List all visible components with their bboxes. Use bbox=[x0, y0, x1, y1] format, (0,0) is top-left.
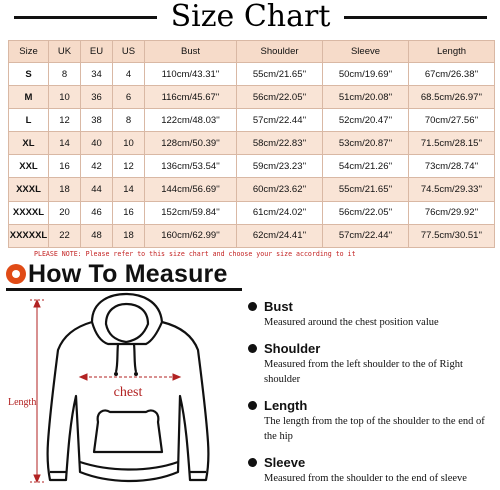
measure-desc: Measured from the left shoulder to the of Right shoulder bbox=[264, 359, 463, 385]
title-rule-right bbox=[344, 16, 487, 19]
eu-cell: 34 bbox=[81, 63, 113, 86]
eu-cell: 42 bbox=[81, 155, 113, 178]
table-row bbox=[9, 109, 495, 132]
uk-cell: 20 bbox=[49, 201, 81, 224]
us-cell: 16 bbox=[113, 201, 145, 224]
eu-cell: 48 bbox=[81, 224, 113, 247]
sleeve-cell: 53cm/20.87'' bbox=[323, 132, 409, 155]
title-rule-left bbox=[14, 16, 157, 19]
size-cell: XXXL bbox=[9, 178, 49, 201]
bust-cell: 152cm/59.84'' bbox=[145, 201, 237, 224]
shoulder-cell: 57cm/22.44'' bbox=[237, 109, 323, 132]
measure-item-length bbox=[246, 397, 496, 444]
hoodie-figure bbox=[0, 292, 240, 490]
sleeve-cell: 50cm/19.69'' bbox=[323, 63, 409, 86]
column-header: Size bbox=[9, 41, 49, 63]
measure-desc: The length from the top of the shoulder to the end of the hip bbox=[264, 416, 485, 442]
us-cell: 8 bbox=[113, 109, 145, 132]
size-cell: M bbox=[9, 86, 49, 109]
bust-cell: 144cm/56.69'' bbox=[145, 178, 237, 201]
sleeve-cell: 55cm/21.65'' bbox=[323, 178, 409, 201]
chest-label: chest bbox=[113, 385, 143, 400]
size-cell: XXXXXL bbox=[9, 224, 49, 247]
us-cell: 12 bbox=[113, 155, 145, 178]
uk-cell: 18 bbox=[49, 178, 81, 201]
length-label: Length bbox=[8, 397, 37, 408]
length-cell: 73cm/28.74'' bbox=[409, 155, 495, 178]
shoulder-cell: 59cm/23.23'' bbox=[237, 155, 323, 178]
eu-cell: 40 bbox=[81, 132, 113, 155]
length-cell: 70cm/27.56'' bbox=[409, 109, 495, 132]
length-cell: 68.5cm/26.97'' bbox=[409, 86, 495, 109]
length-cell: 71.5cm/28.15'' bbox=[409, 132, 495, 155]
bullet-icon bbox=[248, 458, 257, 467]
bullet-icon bbox=[248, 401, 257, 410]
bust-cell: 128cm/50.39'' bbox=[145, 132, 237, 155]
table-row bbox=[9, 155, 495, 178]
bust-cell: 116cm/45.67'' bbox=[145, 86, 237, 109]
measure-desc: Measured around the chest position value bbox=[264, 317, 439, 328]
measure-item-sleeve bbox=[246, 454, 496, 486]
bust-cell: 136cm/53.54'' bbox=[145, 155, 237, 178]
table-row bbox=[9, 178, 495, 201]
measure-item-shoulder bbox=[246, 340, 496, 387]
bust-cell: 110cm/43.31'' bbox=[145, 63, 237, 86]
column-header: Shoulder bbox=[237, 41, 323, 63]
column-header: UK bbox=[49, 41, 81, 63]
sleeve-cell: 57cm/22.44'' bbox=[323, 224, 409, 247]
column-header: US bbox=[113, 41, 145, 63]
measure-name: Bust bbox=[264, 299, 293, 314]
uk-cell: 12 bbox=[49, 109, 81, 132]
us-cell: 6 bbox=[113, 86, 145, 109]
length-cell: 77.5cm/30.51'' bbox=[409, 224, 495, 247]
chest-arrow bbox=[80, 374, 180, 380]
size-cell: S bbox=[9, 63, 49, 86]
uk-cell: 8 bbox=[49, 63, 81, 86]
eu-cell: 36 bbox=[81, 86, 113, 109]
table-header-row bbox=[9, 41, 495, 63]
size-cell: XXL bbox=[9, 155, 49, 178]
size-cell: L bbox=[9, 109, 49, 132]
title-row bbox=[0, 0, 500, 34]
measure-name: Sleeve bbox=[264, 455, 306, 470]
us-cell: 18 bbox=[113, 224, 145, 247]
shoulder-cell: 55cm/21.65'' bbox=[237, 63, 323, 86]
measure-list bbox=[246, 298, 496, 490]
us-cell: 4 bbox=[113, 63, 145, 86]
measure-name: Shoulder bbox=[264, 341, 321, 356]
shoulder-cell: 62cm/24.41'' bbox=[237, 224, 323, 247]
bust-cell: 160cm/62.99'' bbox=[145, 224, 237, 247]
size-cell: XL bbox=[9, 132, 49, 155]
drawstring-ends bbox=[114, 372, 138, 376]
column-header: Sleeve bbox=[323, 41, 409, 63]
length-cell: 74.5cm/29.33'' bbox=[409, 178, 495, 201]
size-cell: XXXXL bbox=[9, 201, 49, 224]
table-row bbox=[9, 224, 495, 247]
shoulder-cell: 58cm/22.83'' bbox=[237, 132, 323, 155]
table-row bbox=[9, 201, 495, 224]
table-row bbox=[9, 86, 495, 109]
eu-cell: 44 bbox=[81, 178, 113, 201]
measure-item-bust bbox=[246, 298, 496, 330]
length-cell: 76cm/29.92'' bbox=[409, 201, 495, 224]
column-header: Bust bbox=[145, 41, 237, 63]
measure-name: Length bbox=[264, 398, 308, 413]
shoulder-cell: 56cm/22.05'' bbox=[237, 86, 323, 109]
page-title: Size Chart bbox=[170, 0, 331, 34]
sleeve-cell: 52cm/20.47'' bbox=[323, 109, 409, 132]
uk-cell: 10 bbox=[49, 86, 81, 109]
table-row bbox=[9, 63, 495, 86]
column-header: Length bbox=[409, 41, 495, 63]
sleeve-cell: 54cm/21.26'' bbox=[323, 155, 409, 178]
bullet-icon bbox=[248, 302, 257, 311]
table-row bbox=[9, 132, 495, 155]
uk-cell: 22 bbox=[49, 224, 81, 247]
shoulder-cell: 61cm/24.02'' bbox=[237, 201, 323, 224]
eu-cell: 38 bbox=[81, 109, 113, 132]
how-to-measure-title: How To Measure bbox=[28, 260, 228, 288]
shoulder-cell: 60cm/23.62'' bbox=[237, 178, 323, 201]
how-to-measure-underline bbox=[6, 288, 242, 291]
length-cell: 67cm/26.38'' bbox=[409, 63, 495, 86]
us-cell: 10 bbox=[113, 132, 145, 155]
uk-cell: 14 bbox=[49, 132, 81, 155]
measure-desc: Measured from the shoulder to the end of sleeve bbox=[264, 473, 467, 484]
length-arrow bbox=[30, 300, 44, 482]
hoodie-illustration bbox=[0, 292, 240, 490]
size-note: PLEASE NOTE: Please refer to this size chart and choose your size according to it bbox=[34, 250, 356, 258]
bullet-icon bbox=[248, 344, 257, 353]
sleeve-cell: 56cm/22.05'' bbox=[323, 201, 409, 224]
sleeve-cell: 51cm/20.08'' bbox=[323, 86, 409, 109]
bust-cell: 122cm/48.03'' bbox=[145, 109, 237, 132]
us-cell: 14 bbox=[113, 178, 145, 201]
size-table bbox=[8, 40, 495, 248]
target-icon bbox=[6, 264, 26, 284]
column-header: EU bbox=[81, 41, 113, 63]
uk-cell: 16 bbox=[49, 155, 81, 178]
eu-cell: 46 bbox=[81, 201, 113, 224]
